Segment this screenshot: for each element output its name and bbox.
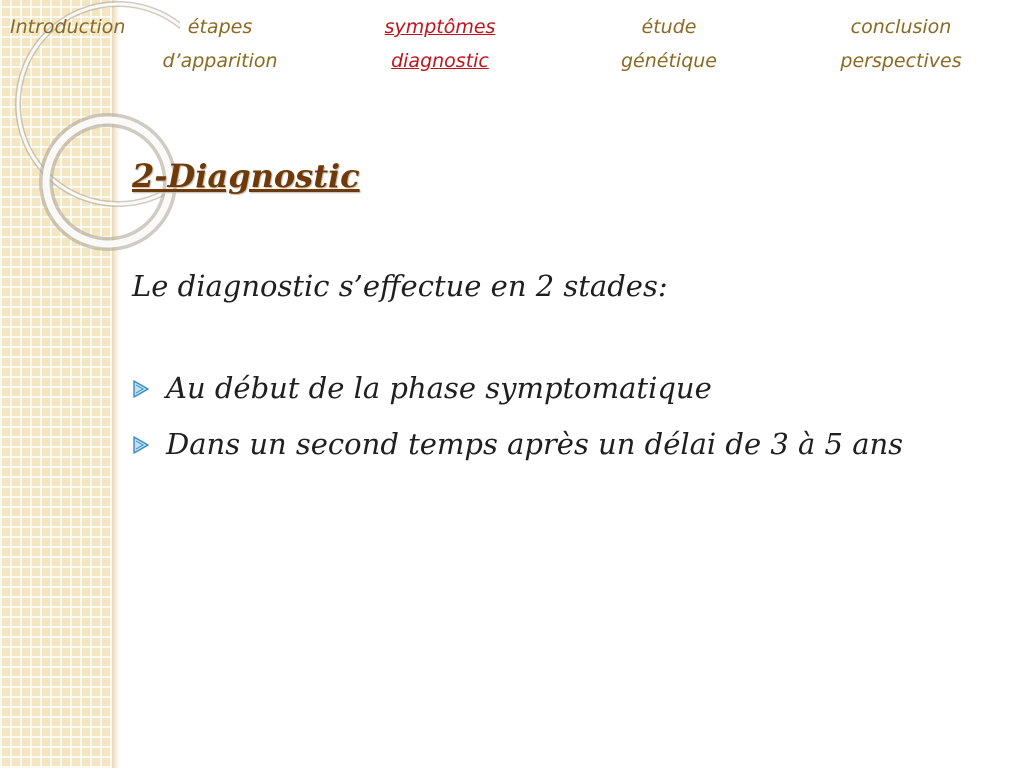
arrow-bullet-icon: [132, 380, 150, 398]
nav-introduction[interactable]: [10, 10, 125, 44]
bullet-text: Dans un second temps après un délai de 3 à 5 ans: [166, 427, 904, 461]
slide-content: [132, 150, 992, 480]
nav-introduction-label: Introduction: [10, 16, 126, 38]
intro-line: Le diagnostic s’effectue en 2 stades:: [132, 269, 668, 303]
nav-etude-line1: étude: [641, 16, 697, 38]
slide-heading: 2-Diagnostic: [132, 157, 360, 195]
bullet-list: [132, 368, 992, 464]
nav-conclusion-line2: perspectives: [840, 50, 962, 72]
nav-symptomes-line2: diagnostic: [391, 50, 489, 72]
nav-etapes-line1: étapes: [187, 16, 253, 38]
nav-conclusion-perspectives[interactable]: [832, 10, 970, 78]
nav-conclusion-line1: conclusion: [850, 16, 952, 38]
nav-etapes[interactable]: [150, 10, 290, 78]
nav-symptomes-diagnostic[interactable]: [375, 10, 505, 78]
nav-etapes-line2: d’apparition: [162, 50, 278, 72]
bullet-text: Au début de la phase symptomatique: [166, 371, 712, 405]
arrow-bullet-icon: [132, 436, 150, 454]
bullet-item: [132, 368, 992, 408]
nav-symptomes-line1: symptômes: [384, 16, 496, 38]
bullet-item: [132, 424, 992, 464]
nav-etude-genetique[interactable]: [610, 10, 728, 78]
nav-etude-line2: génétique: [620, 50, 717, 72]
section-nav: [0, 0, 1024, 80]
